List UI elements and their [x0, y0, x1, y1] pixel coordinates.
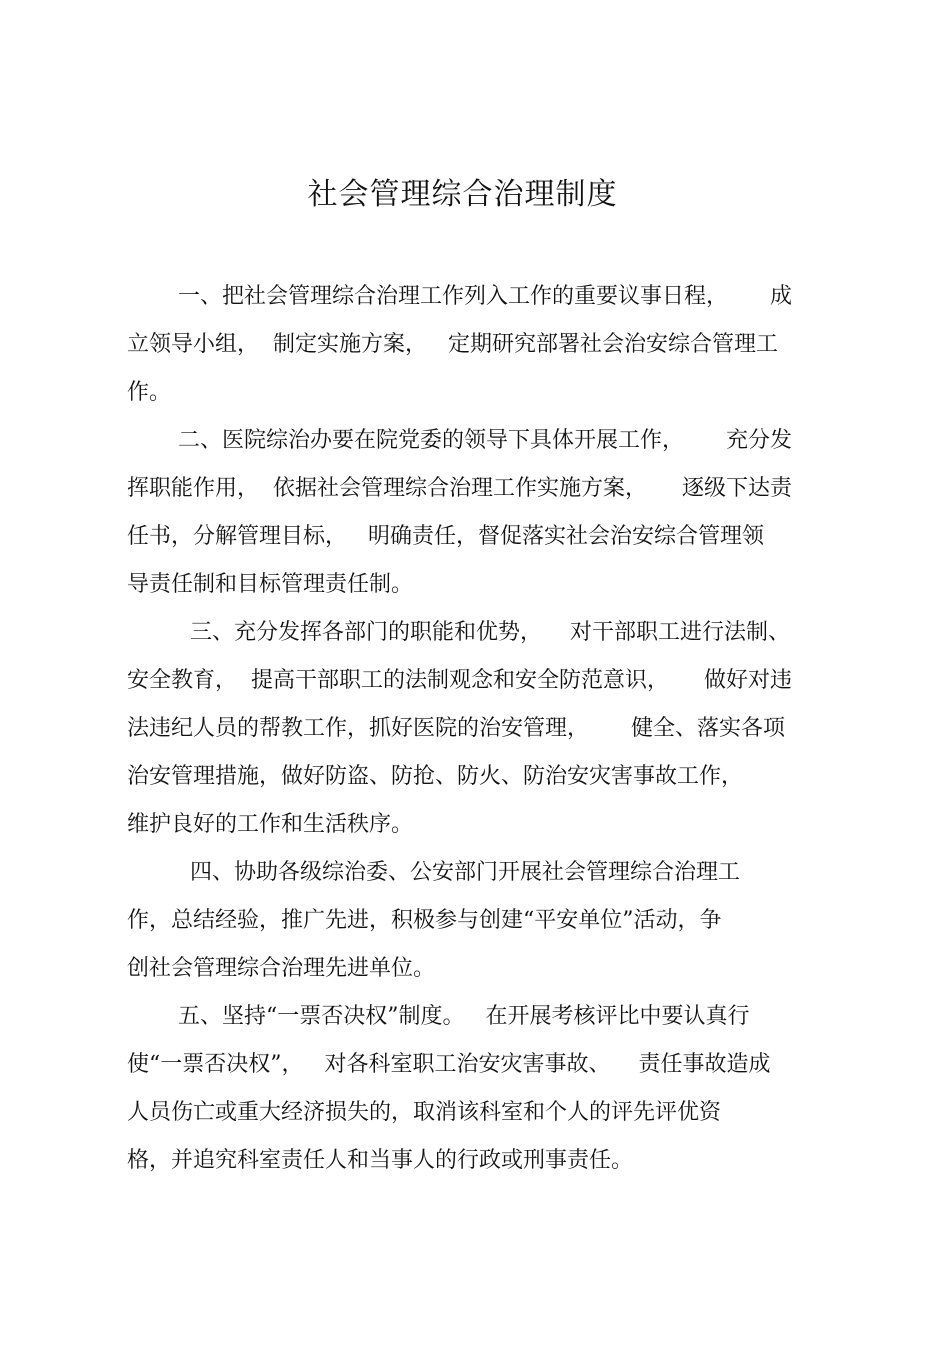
paragraph-line: 任书，分解管理目标， 明确责任，督促落实社会治安综合管理领: [127, 524, 764, 549]
paragraph-line: 二、医院综治办要在院党委的领导下具体开展工作， 充分发: [178, 428, 792, 453]
paragraph-line: 格，并追究科室责任人和当事人的行政或刑事责任。: [127, 1148, 634, 1173]
paragraph-line: 四、协助各级综治委、公安部门开展社会管理综合治理工: [190, 860, 741, 885]
paragraph-line: 三、充分发挥各部门的职能和优势， 对干部职工进行法制、: [190, 620, 790, 645]
paragraph-line: 作，总结经验，推广先进，积极参与创建“平安单位”活动，争: [127, 908, 722, 933]
paragraph-line: 治安管理措施，做好防盗、防抢、防火、防治安灾害事故工作，: [127, 764, 744, 789]
paragraph-line: 作。: [127, 380, 172, 405]
paragraph-line: 法违纪人员的帮教工作，抓好医院的治安管理， 健全、落实各项: [127, 716, 785, 741]
paragraph-line: 一、把社会管理综合治理工作列入工作的重要议事日程， 成: [178, 284, 792, 309]
paragraph-line: 导责任制和目标管理责任制。: [127, 572, 414, 597]
paragraph-line: 安全教育， 提高干部职工的法制观念和安全防范意识， 做好对违: [127, 668, 792, 693]
document-title: 社会管理综合治理制度: [307, 177, 618, 212]
paragraph-line: 使“一票否决权”， 对各科室职工治安灾害事故、 责任事故造成: [127, 1052, 771, 1077]
paragraph-line: 五、坚持“一票否决权”制度。 在开展考核评比中要认真行: [178, 1004, 750, 1029]
paragraph-line: 立领导小组， 制定实施方案， 定期研究部署社会治安综合管理工: [127, 332, 778, 357]
paragraph-line: 创社会管理综合治理先进单位。: [127, 956, 436, 981]
paragraph-line: 维护良好的工作和生活秩序。: [127, 812, 414, 837]
paragraph-line: 挥职能作用， 依据社会管理综合治理工作实施方案， 逐级下达责: [127, 476, 792, 501]
paragraph-line: 人员伤亡或重大经济损失的，取消该科室和个人的评先评优资: [127, 1100, 722, 1125]
